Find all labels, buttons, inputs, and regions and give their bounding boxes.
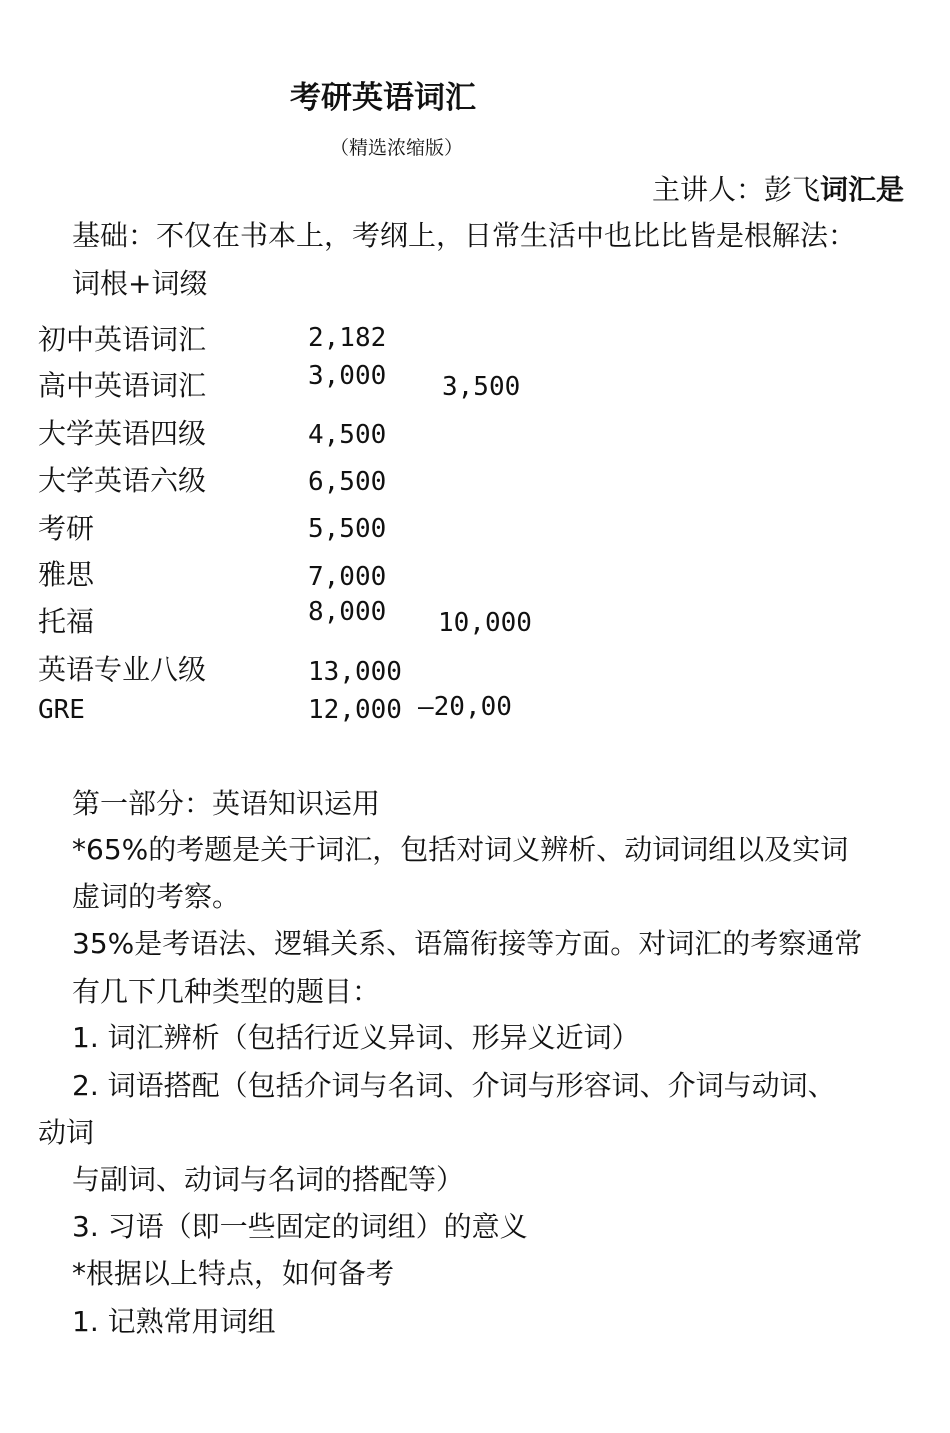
table-row-count: 12,000 xyxy=(308,695,402,725)
list-item-continued: 动词 xyxy=(38,1116,95,1149)
paragraph-line: 有几下几种类型的题目： xyxy=(72,975,381,1008)
intro-line-1: 基础：不仅在书本上，考纲上，日常生活中也比比皆是根解法： xyxy=(72,219,857,252)
table-row-label: 大学英语六级 xyxy=(38,464,207,497)
list-item: 3. 习语（即一些固定的词组）的意义 xyxy=(72,1210,528,1243)
prep-heading: *根据以上特点，如何备考 xyxy=(72,1257,395,1290)
paragraph-line: 35%是考语法、逻辑关系、语篇衔接等方面。对词汇的考察通常 xyxy=(72,927,863,960)
table-row-label: 初中英语词汇 xyxy=(38,323,207,356)
table-row-label: 大学英语四级 xyxy=(38,417,207,450)
table-row-count: 4,500 xyxy=(308,420,387,450)
table-row-count: 7,000 xyxy=(308,562,387,592)
section-heading: 第一部分：英语知识运用 xyxy=(72,787,381,820)
table-row-label: 英语专业八级 xyxy=(38,653,207,686)
paragraph-line: 虚词的考察。 xyxy=(72,880,241,913)
table-row-label: 高中英语词汇 xyxy=(38,369,207,402)
table-row-label: 雅思 xyxy=(38,558,95,591)
side-note: 10,000 xyxy=(438,608,532,638)
intro-line-2: 词根+词缀 xyxy=(72,267,208,300)
list-item: 1. 词汇辨析（包括行近义异词、形异义近词） xyxy=(72,1021,640,1054)
list-item-continued: 与副词、动词与名词的搭配等） xyxy=(72,1163,465,1196)
table-row-count: 13,000 xyxy=(308,657,402,687)
page-subtitle: （精选浓缩版） xyxy=(330,137,464,159)
lecturer-name: 主讲人：彭飞 xyxy=(651,173,820,206)
side-note: 3,500 xyxy=(442,372,521,402)
table-row-label: GRE xyxy=(38,695,85,725)
table-row-count: 5,500 xyxy=(308,514,387,544)
table-row-count: 6,500 xyxy=(308,467,387,497)
lecturer-suffix: 词汇是 xyxy=(819,173,904,206)
page-title: 考研英语词汇 xyxy=(290,80,476,116)
list-item: 2. 词语搭配（包括介词与名词、介词与形容词、介词与动词、 xyxy=(72,1069,836,1102)
lecturer-line xyxy=(652,168,904,208)
table-row-label: 托福 xyxy=(38,605,95,638)
table-row-label: 考研 xyxy=(38,512,95,545)
table-row-count: 8,000 xyxy=(308,597,387,627)
side-note: —20,00 xyxy=(418,692,512,722)
list-item: 1. 记熟常用词组 xyxy=(72,1305,276,1338)
paragraph-line: *65%的考题是关于词汇，包括对词义辨析、动词词组以及实词 xyxy=(72,833,849,866)
table-row-count: 2,182 xyxy=(308,323,387,353)
table-row-count: 3,000 xyxy=(308,361,387,391)
